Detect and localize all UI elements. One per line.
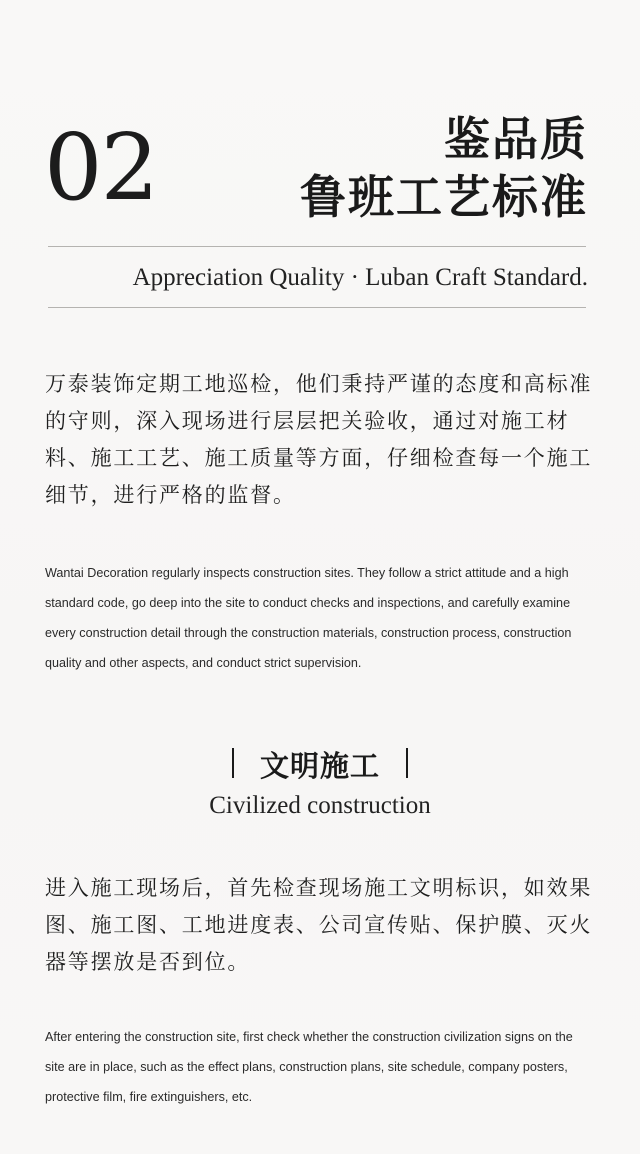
section-number: 02: [44, 114, 158, 221]
section2-heading-text: 文明施工: [259, 749, 380, 783]
section2-heading-english: Civilized construction: [209, 792, 431, 819]
section2-chinese-paragraph: 进入施工现场后，首先检查现场施工文明标识，如效果图、施工图、工地进度表、公司宣传贴、保护膜、灭火器等摆放是否到位。: [45, 876, 593, 974]
subtitle-english: Appreciation Quality · Luban Craft Standard.: [132, 264, 588, 291]
title-block: [300, 110, 588, 226]
heading-right-bar: [406, 748, 408, 778]
title-line-2: 鲁班工艺标准: [300, 170, 588, 224]
section2-heading: [0, 744, 640, 786]
title-line-1: 鉴品质: [444, 112, 588, 166]
heading-left-bar: [232, 748, 234, 778]
divider-top: [48, 246, 586, 247]
section1-english-paragraph: Wantai Decoration regularly inspects construction sites. They follow a strict attitude and a high standard code, go deep into the site to conduct checks and inspections, and carefully examine every construction detail through the construction materials, construction process, construction quality and other aspects, and conduct strict supervision.: [45, 566, 572, 670]
divider-bottom: [48, 307, 586, 308]
section2-english-paragraph: After entering the construction site, first check whether the construction civilization signs on the site are in place, such as the effect plans, construction plans, site schedule, company posters, protective film, fire extinguishers, etc.: [45, 1030, 573, 1104]
section1-chinese-paragraph: 万泰装饰定期工地巡检，他们秉持严谨的态度和高标准的守则，深入现场进行层层把关验收，通过对施工材料、施工工艺、施工质量等方面，仔细检查每一个施工细节，进行严格的监督。: [45, 372, 593, 507]
